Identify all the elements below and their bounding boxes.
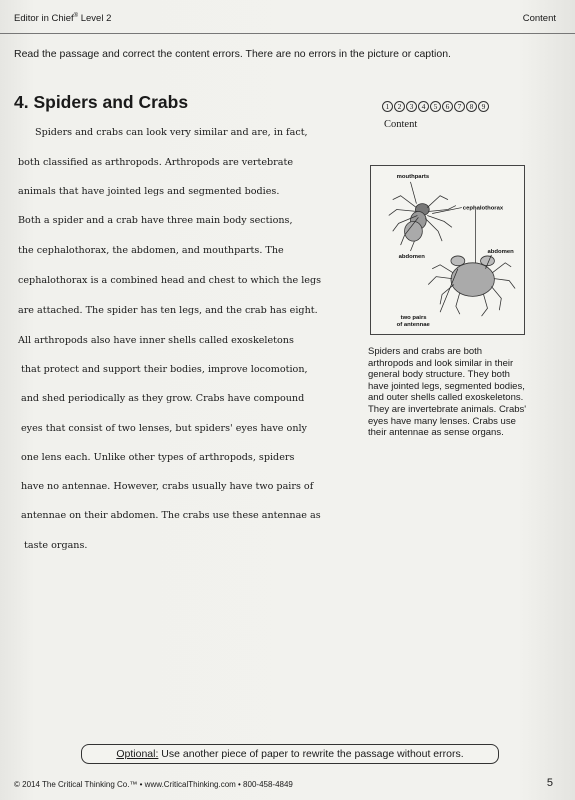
passage-line: are attached. The spider has ten legs, and the crab has eight. <box>18 305 318 316</box>
passage-line: All arthropods also have inner shells called exoskeletons <box>18 335 294 346</box>
passage-line: one lens each. Unlike other types of arthropods, spiders <box>21 452 295 463</box>
instructions: Read the passage and correct the content errors. There are no errors in the picture or caption. <box>14 48 451 60</box>
passage-line: and shed periodically as they grow. Crabs have compound <box>21 393 305 404</box>
label-mouthparts: mouthparts <box>396 173 430 180</box>
label-abdomen-spider: abdomen <box>398 253 425 260</box>
rating-circle[interactable]: 5 <box>430 101 441 112</box>
rating-circle[interactable]: 2 <box>394 101 405 112</box>
lesson-title: 4. Spiders and Crabs <box>14 92 189 112</box>
rating-circles <box>382 101 489 112</box>
rating-circle[interactable]: 9 <box>478 101 489 112</box>
optional-note <box>81 744 499 764</box>
book-header <box>14 13 111 24</box>
rating-circle[interactable]: 7 <box>454 101 465 112</box>
passage-line: animals that have jointed legs and segmented bodies. <box>18 186 280 197</box>
passage-line: the cephalothorax, the abdomen, and mouthparts. The <box>18 245 284 256</box>
rating-circle[interactable]: 4 <box>418 101 429 112</box>
optional-text: Use another piece of paper to rewrite the passage without errors. <box>158 748 464 760</box>
figure-illustration <box>370 165 525 335</box>
label-cephalothorax: cephalothorax <box>462 205 504 212</box>
passage-line: Spiders and crabs can look very similar and are, in fact, <box>35 127 308 138</box>
passage-line: antennae on their abdomen. The crabs use these antennae as <box>21 510 321 521</box>
book-title: Editor in Chief <box>14 13 74 25</box>
passage-line: taste organs. <box>24 540 88 551</box>
passage-line: cephalothorax is a combined head and chest to which the legs <box>18 275 322 286</box>
passage-line: both classified as arthropods. Arthropods are vertebrate <box>18 157 293 168</box>
passage-line: Both a spider and a crab have three main body sections, <box>18 215 293 226</box>
rating-label: Content <box>384 119 418 130</box>
rating-circle[interactable]: 3 <box>406 101 417 112</box>
section-label: Content <box>522 13 556 24</box>
copyright-footer: © 2014 The Critical Thinking Co.™ • www.CriticalThinking.com • 800-458-4849 <box>14 780 293 789</box>
page-number: 5 <box>546 777 553 789</box>
optional-label: Optional: <box>116 748 159 760</box>
level-label: Level 2 <box>78 13 112 25</box>
figure-caption: Spiders and crabs are both arthropods and look similar in their general body structure. They both have jointed legs, segmented bodies, and outer shells called exoskeletons. They are invertebrate animals. Crabs' eyes have many lenses. Crabs use their antennae as sense organs. <box>368 346 527 439</box>
label-antennae-2: of antennae <box>396 322 430 329</box>
spider-drawing <box>389 196 456 245</box>
passage-line: that protect and support their bodies, improve locomotion, <box>21 364 308 375</box>
header-divider <box>0 33 575 34</box>
trademark-mark: ® <box>73 13 79 19</box>
rating-circle[interactable]: 6 <box>442 101 453 112</box>
label-antennae-1: two pairs <box>400 315 427 322</box>
crab-drawing <box>428 256 515 316</box>
passage-line: eyes that consist of two lenses, but spiders' eyes have only <box>21 423 307 434</box>
passage-line: have no antennae. However, crabs usually have two pairs of <box>21 481 314 492</box>
label-abdomen-crab: abdomen <box>487 248 514 255</box>
rating-circle[interactable]: 1 <box>382 101 393 112</box>
rating-circle[interactable]: 8 <box>466 101 477 112</box>
spider-crab-diagram <box>371 166 524 334</box>
